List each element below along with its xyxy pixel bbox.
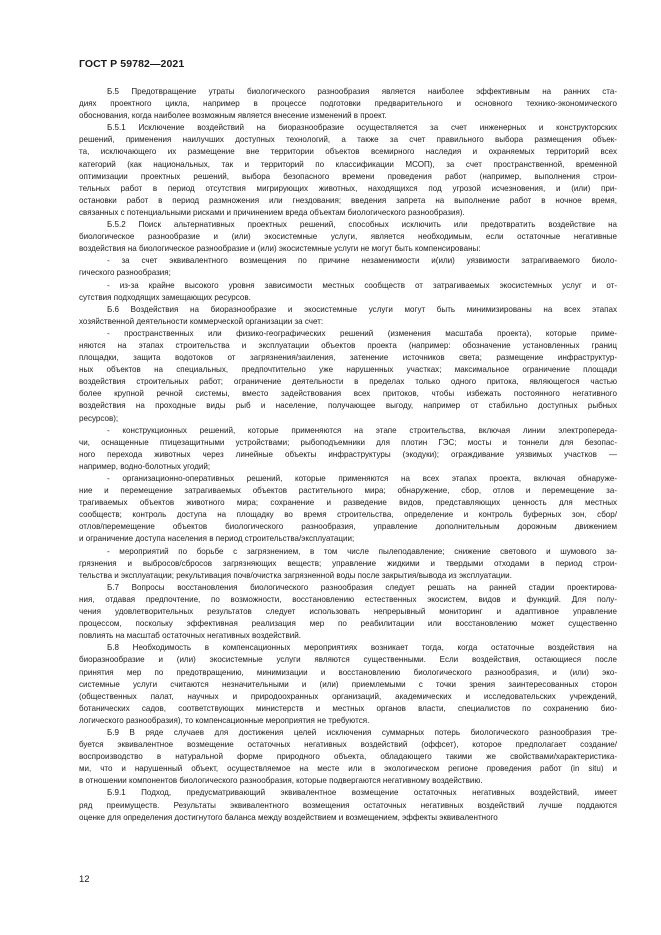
text-line: сутствия подходящих замещающих ресурсов. <box>79 292 251 302</box>
paragraph <box>79 425 617 473</box>
paragraph <box>79 328 617 425</box>
text-line: - из-за крайне высокого уровня зависимости местных сообществ от затрагиваемых экосистемных услуг и от- <box>107 280 617 290</box>
paragraph <box>79 122 617 219</box>
paragraph <box>79 280 617 304</box>
text-line: повлиять на масштаб остаточных негативных воздействий. <box>79 631 301 641</box>
paragraph <box>79 582 617 642</box>
paragraph <box>79 473 617 546</box>
text-line: - организационно-оперативных решений, которые применяются на всех этапах проекта, включая обнаруже- <box>107 474 617 483</box>
text-line: остановки работ в период размножения или гнездования; введения запрета на выполнение работ в ночное время, <box>79 195 617 205</box>
text-line: более крупной речной системы, вместо задействования всех притоков, чтобы избежать постоянного негативного <box>79 389 617 399</box>
text-line: Б.9 В ряде случаев для достижения целей исключения суммарных потерь биологического разнообразия тре- <box>107 727 617 737</box>
text-line: площадки, защита водотоков от загрязнения/заиления, затенение источников света; размещение инфраструктур- <box>79 353 617 363</box>
text-line: ного перехода животных через линейные объекты инфраструктуры (экодуки); ограждивание уязвимых участков — <box>79 449 617 459</box>
paragraph <box>79 642 617 727</box>
text-line: диях проектного цикла, например в процессе подготовки предварительного и основного технико-экономического <box>79 99 617 109</box>
text-line: ми, что и нарушенный объект, осуществляемое на месте или в экологическом регионе проведения работ (in situ) и <box>79 764 617 774</box>
text-line: Б.5.2 Поиск альтернативных проектных решений, способных исключить или предотвратить воздействие на <box>107 220 617 230</box>
text-line: ных объектов на специальных, предпочтительно уже нарушенных участках; максимальное ограничение площади <box>79 365 617 375</box>
text-line: сообществ; контроль доступа на площадку во время строительства, определение и контроль буферных зон, сбор/ <box>79 510 617 520</box>
text-line: - пространственных или физико-географических решений (изменения масштаба проекта), которые приме- <box>107 328 617 338</box>
text-line: биологическое разнообразие и (или) экосистемные услуги, является необходимым, если остаточные негативные <box>79 232 617 242</box>
text-line: трагиваемых объектов животного мира; сохранение и разведение видов, представляющих ценность для местных <box>79 498 617 508</box>
text-line: воздействия на проходные виды рыб и население, получающее выгоду, например от стабильно доступных рыбных <box>79 401 617 411</box>
text-line: - конструкционных решений, которые применяются на этапе строительства, включая линии электропереда- <box>107 425 617 435</box>
text-line: оценке для определения достигнутого баланса между воздействием и возмещением, эффекты эквивалентного <box>79 812 498 822</box>
text-line: воздействия на биологическое разнообразие и (или) экосистемные услуги не могут быть компенсированы: <box>79 244 481 254</box>
text-line: ботанических садов, соответствующих министерств и местных органов власти, специалистов по сохранению био- <box>79 703 617 713</box>
paragraph <box>79 86 617 122</box>
text-line: - мероприятий по борьбе с загрязнением, в том числе пылеподавление; снижение светового и шумового за- <box>107 546 617 556</box>
text-line: например, водно-болотных угодий; <box>79 461 211 471</box>
text-line: воспроизводство в натуральной форме природного объекта, обладающего такими же свойствами/характеристика- <box>79 752 617 762</box>
text-line: чения удовлетворительных результатов следует использовать непрерывный мониторинг и адаптивное управление <box>79 607 617 617</box>
text-line: воздействия строительных работ; ограничение деятельности в пределах только одного притока, являющегося частью <box>79 377 617 387</box>
text-line: Б.6 Воздействия на биоразнообразие и экосистемные услуги могут быть минимизированы на всех этапах <box>107 304 617 314</box>
text-line: Б.8 Необходимость в компенсационных мероприятиях возникает тогда, когда остаточные воздействия на <box>107 643 617 653</box>
paragraph <box>79 546 617 582</box>
text-line: грязнения и выбросов/сбросов загрязняющих веществ; управление жидкими и твердыми отходами в период строи- <box>79 558 617 568</box>
text-line: ряд преимуществ. Результаты эквивалентного возмещения остаточных негативных воздействий лучше поддаются <box>79 800 617 810</box>
text-line: принятия мер по предотвращению, минимизации и восстановлению биологического разнообразия, и (или) эко- <box>79 667 617 677</box>
page-number: 12 <box>79 874 90 885</box>
paragraph <box>79 304 617 328</box>
text-line: ресурсов); <box>79 413 119 423</box>
text-line: няются на этапах строительства и эксплуатации объектов проекта (например: обозначение установленных границ <box>79 340 617 350</box>
text-line: буется эквивалентное возмещение остаточных негативных воздействий (оффсет), которое предполагает создание/ <box>79 740 617 750</box>
text-line: биоразнообразие и (или) экосистемные услуги являются существенными. Если воздействия, остающиеся после <box>79 655 617 665</box>
text-line: и ограничение доступа населения в период строительства/эксплуатации; <box>79 534 355 544</box>
text-line: связанных с потенциальными рисками и причинением вреда объектам биологического разнообразия). <box>79 207 465 217</box>
paragraph <box>79 219 617 255</box>
text-line: тельства и эксплуатации; рекультивация почв/очистка загрязненной воды после закрытия/вывода из эксплуатации. <box>79 570 512 580</box>
document-header: ГОСТ Р 59782—2021 <box>79 58 185 70</box>
document-body <box>79 86 617 824</box>
text-line: решений, применения наилучших доступных технологий, а также за счет правильного выбора размещения объек- <box>79 135 617 145</box>
text-line: в отношении компонентов биологического разнообразия, которые подвергаются негативному воздействию. <box>79 776 483 786</box>
text-line: отлов/перемещение объектов биологического разнообразия, управление дополнительным дорожным движением <box>79 522 617 532</box>
text-line: Б.7 Вопросы восстановления биологического разнообразия следует решать на ранней стадии проектирова- <box>107 582 617 592</box>
paragraph <box>79 727 617 787</box>
text-line: логического разнообразия), то компенсационные мероприятия не требуются. <box>79 715 370 725</box>
text-line: - за счет эквивалентного возмещения по причине незаменимости и(или) уязвимости затрагиваемого биоло- <box>107 256 617 266</box>
text-line: тельных работ в период отсутствия мигрирующих животных, находящихся под угрозой исчезновения, и (или) при- <box>79 183 617 193</box>
text-line: процессом, поскольку эффективная реализация мер по реабилитации или восстановлению может существенно <box>79 619 617 629</box>
paragraph <box>79 787 617 823</box>
text-line: оптимизации проектных решений, выбора безопасного времени проведения работ (например, выполнения строи- <box>79 171 617 181</box>
text-line: ния, отдавая предпочтение, по возможности, восстановлению естественных экосистем, видов и функций. Для полу- <box>79 594 617 604</box>
text-line: Б.9.1 Подход, предусматривающий эквивалентное возмещение остаточных негативных воздействий, имеет <box>107 788 617 798</box>
text-line: системные услуги считаются незначительными и (или) приемлемыми с точки зрения заинтересованных сторон <box>79 679 617 689</box>
text-line: Б.5 Предотвращение утраты биологического разнообразия является наиболее эффективным на ранних ста- <box>107 87 617 96</box>
text-line: гического разнообразия; <box>79 268 171 278</box>
text-line: категорий (как национальных, так и территорий по классификации МСОП), за счет пространственной, временной <box>79 159 617 169</box>
paragraph <box>79 255 617 279</box>
text-line: (общественных палат, научных и природоохранных организаций, академических и исследовательских учреждений, <box>79 691 617 701</box>
text-line: ние и перемещение затрагиваемых объектов растительного мира; обнаружение, сбор, отлов и перемещение за- <box>79 486 617 496</box>
text-line: та, исключающего их размещение вне территории объектов всемирного наследия и охраняемых территорий всех <box>79 147 617 157</box>
text-line: чи, оснащенные птицезащитными устройствами; рыбоподъемники для плотин ГЭС; мосты и тоннели для безопас- <box>79 437 617 447</box>
text-line: Б.5.1 Исключение воздействий на биоразнообразие осуществляется за счет инженерных и конструкторских <box>107 123 617 133</box>
text-line: обоснования, когда наиболее возможным является внесение изменений в проект. <box>79 111 387 121</box>
text-line: хозяйственной деятельности коммерческой организации за счет: <box>79 316 324 326</box>
